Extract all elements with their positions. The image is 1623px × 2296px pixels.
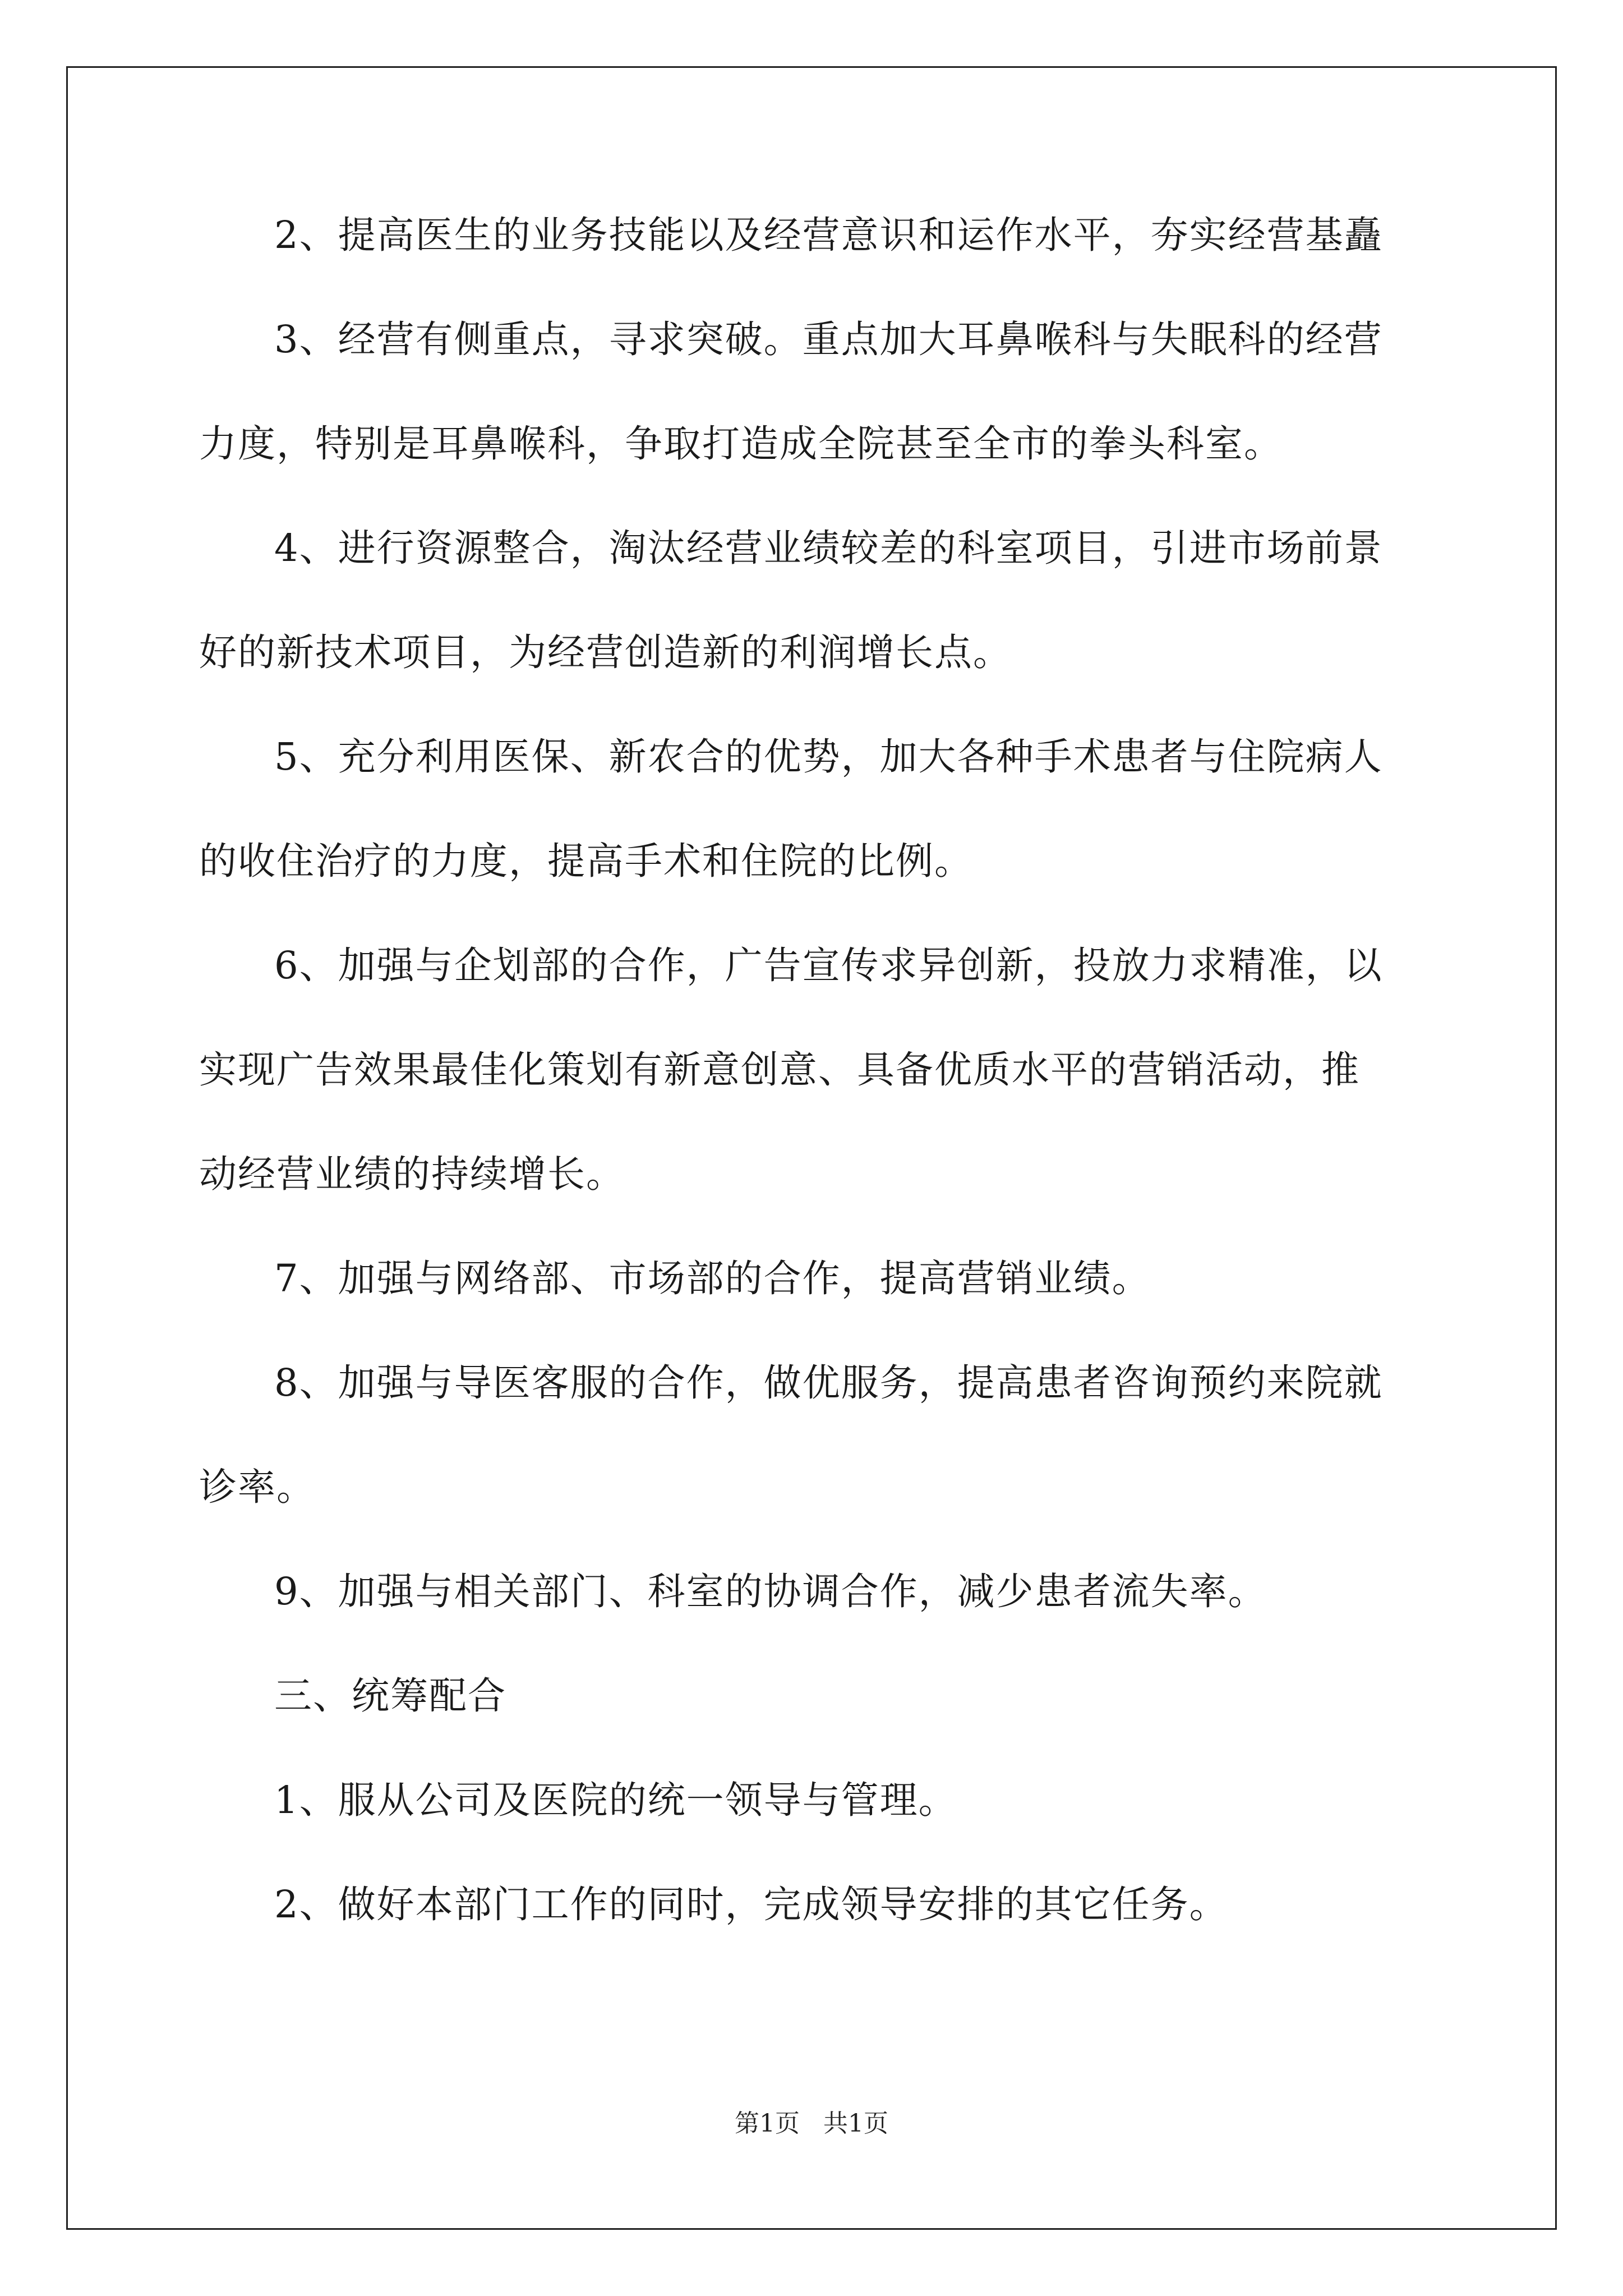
paragraph-line: 动经营业绩的持续增长。	[199, 1153, 625, 1195]
paragraph-line: 6、加强与企划部的合作，广告宣传求异创新，投放力求精准，以	[274, 945, 1383, 987]
page-number-footer: 第1页 共1页	[735, 2109, 888, 2138]
paragraph-line: 2、提高医生的业务技能以及经营意识和运作水平，夯实经营基矗	[274, 214, 1383, 256]
document-body	[199, 214, 1427, 1988]
paragraph-line: 实现广告效果最佳化策划有新意创意、具备优质水平的营销活动，推	[199, 1049, 1360, 1091]
paragraph-line: 好的新技术项目，为经营创造新的利润增长点。	[199, 632, 1012, 674]
paragraph-line: 7、加强与网络部、市场部的合作，提高营销业绩。	[274, 1258, 1151, 1300]
paragraph-line: 1、服从公司及医院的统一领导与管理。	[274, 1779, 957, 1821]
paragraph-line: 的收住治疗的力度，提高手术和住院的比例。	[199, 840, 973, 882]
paragraph-line: 9、加强与相关部门、科室的协调合作，减少患者流失率。	[274, 1571, 1267, 1613]
paragraph-line: 诊率。	[199, 1466, 315, 1508]
paragraph-line: 4、进行资源整合，淘汰经营业绩较差的科室项目，引进市场前景	[274, 527, 1383, 569]
paragraph-line: 力度，特别是耳鼻喉科，争取打造成全院甚至全市的拳头科室。	[199, 423, 1283, 465]
section-heading: 三、统筹配合	[274, 1675, 506, 1717]
paragraph-line: 2、做好本部门工作的同时，完成领导安排的其它任务。	[274, 1884, 1228, 1926]
paragraph-line: 8、加强与导医客服的合作，做优服务，提高患者咨询预约来院就	[274, 1362, 1383, 1404]
paragraph-line: 5、充分利用医保、新农合的优势，加大各种手术患者与住院病人	[274, 736, 1383, 778]
paragraph-line: 3、经营有侧重点，寻求突破。重点加大耳鼻喉科与失眠科的经营	[274, 319, 1383, 361]
